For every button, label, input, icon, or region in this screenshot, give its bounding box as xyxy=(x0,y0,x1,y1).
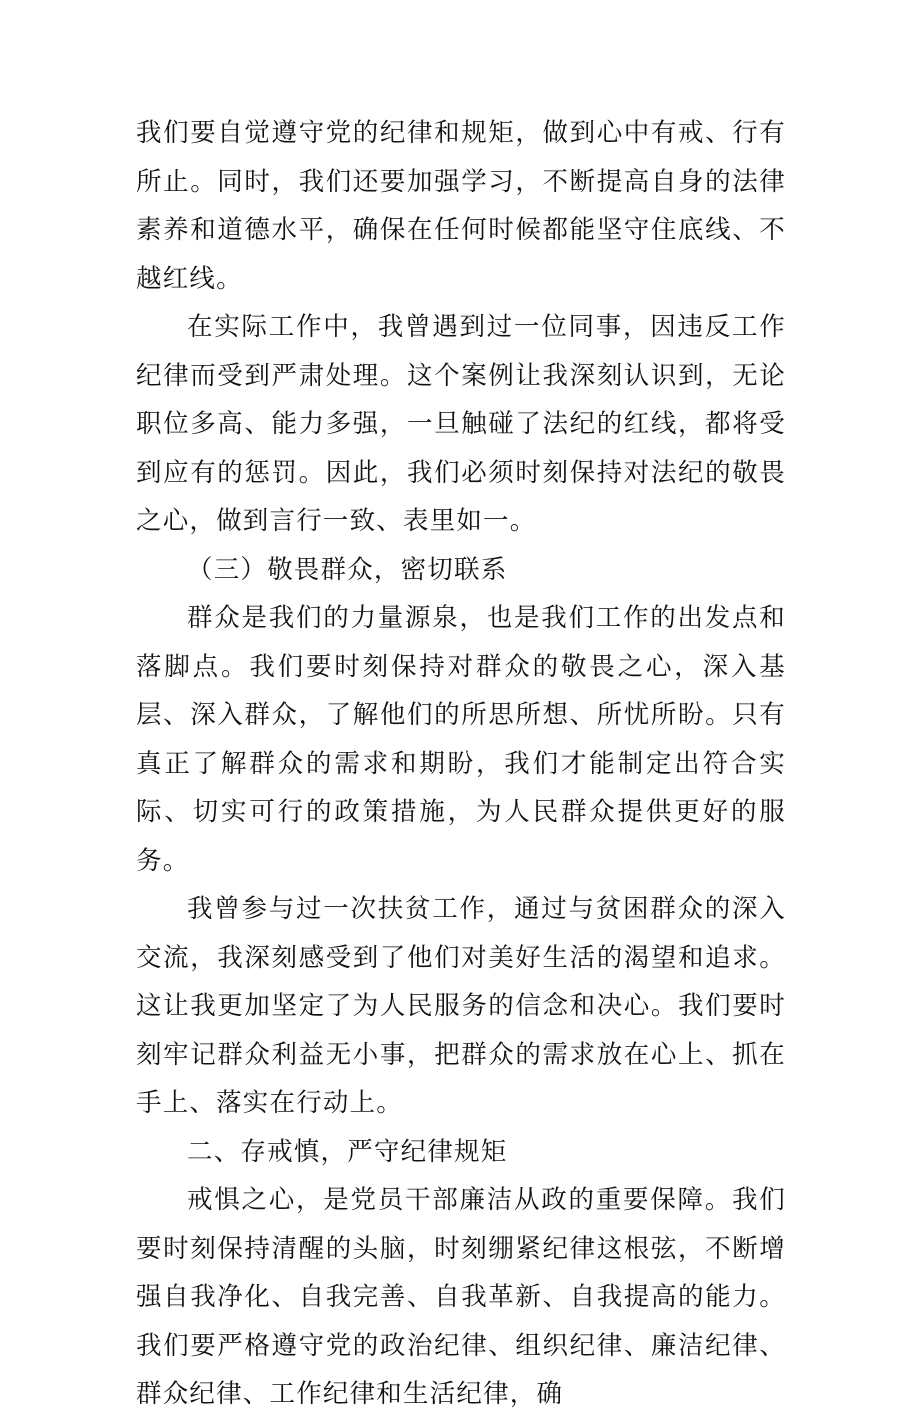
paragraph-continuation: 我们要自觉遵守党的纪律和规矩，做到心中有戒、行有所止。同时，我们还要加强学习，不断提高自身的法律素养和道德水平，确保在任何时候都能坚守住底线、不越红线。 xyxy=(136,118,786,294)
paragraph-body: 我曾参与过一次扶贫工作，通过与贫困群众的深入交流，我深刻感受到了他们对美好生活的渴望和追求。这让我更加坚定了为人民服务的信念和决心。我们要时刻牢记群众利益无小事，把群众的需求放在心上、抓在手上、落实在行动上。 xyxy=(136,894,786,1118)
section-heading: 二、存戒慎，严守纪律规矩 xyxy=(187,1136,508,1167)
paragraph-body: 在实际工作中，我曾遇到过一位同事，因违反工作纪律而受到严肃处理。这个案例让我深刻认识到，无论职位多高、能力多强，一旦触碰了法纪的红线，都将受到应有的惩罚。因此，我们必须时刻保持对法纪的敬畏之心，做到言行一致、表里如一。 xyxy=(136,312,786,536)
paragraph-body: 戒惧之心，是党员干部廉洁从政的重要保障。我们要时刻保持清醒的头脑，时刻绷紧纪律这根弦，不断增强自我净化、自我完善、自我革新、自我提高的能力。我们要严格遵守党的政治纪律、组织纪律、廉洁纪律、群众纪律、工作纪律和生活纪律，确 xyxy=(136,1185,786,1409)
section-heading: （三）敬畏群众，密切联系 xyxy=(187,554,508,585)
paragraph-body: 群众是我们的力量源泉，也是我们工作的出发点和落脚点。我们要时刻保持对群众的敬畏之心，深入基层、深入群众，了解他们的所思所想、所忧所盼。只有真正了解群众的需求和期盼，我们才能制定出符合实际、切实可行的政策措施，为人民群众提供更好的服务。 xyxy=(136,603,786,876)
document-body xyxy=(136,109,786,1419)
